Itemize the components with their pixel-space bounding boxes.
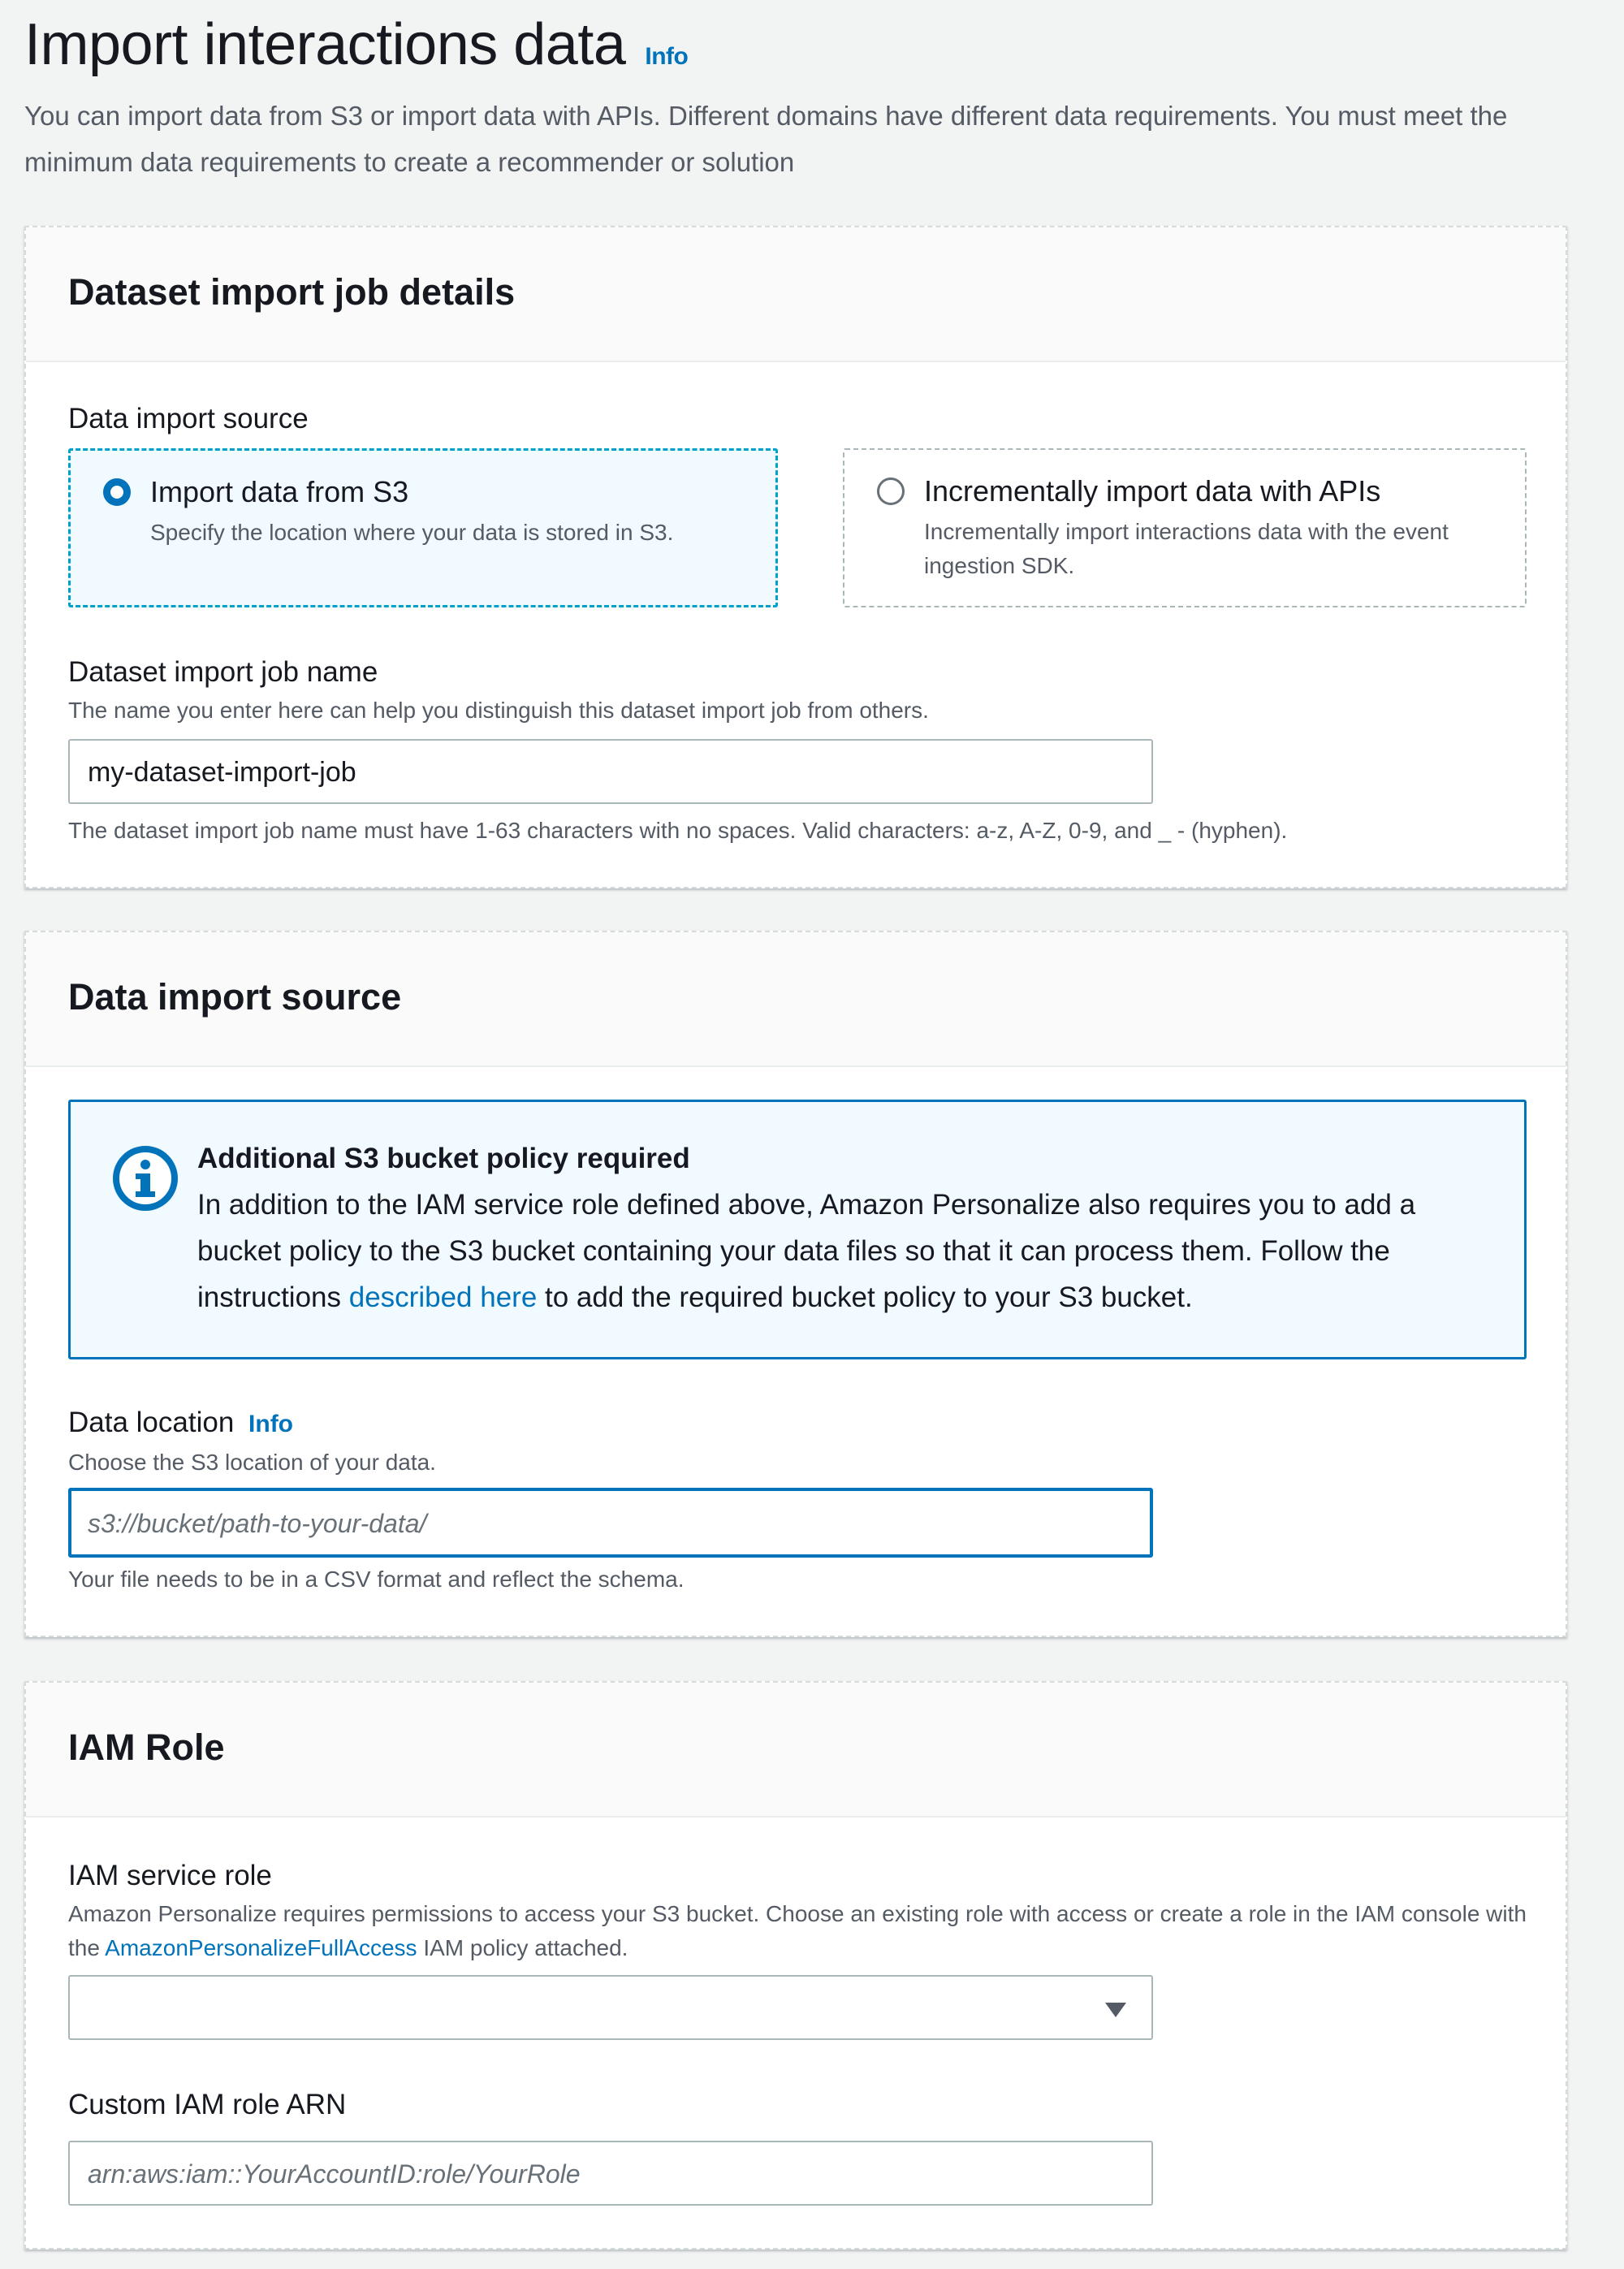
data-location-placeholder: s3://bucket/path-to-your-data/ — [88, 1509, 427, 1538]
data-location-label: Data location — [68, 1407, 235, 1438]
iam-role-title: IAM Role — [68, 1727, 225, 1768]
role-desc-text: Amazon Personalize requires permissions to access your S3 bucket. Choose an existing role with access or create a role in the IAM console with the — [68, 1901, 1527, 1960]
data-location-info-link[interactable]: Info — [248, 1411, 294, 1437]
job-details-header — [26, 227, 1566, 362]
iam-role-card — [24, 1681, 1567, 2250]
alert-body-text: In addition to the IAM service role defined above, Amazon Personalize also requires you to add a bucket policy to the S3 bucket containing your data files so that it can process them. Follow the instructions — [197, 1189, 1416, 1313]
import-source-card — [24, 931, 1567, 1637]
iam-role-header — [26, 1683, 1566, 1817]
option-incremental-api[interactable] — [843, 448, 1527, 607]
custom-arn-input[interactable] — [68, 2141, 1153, 2206]
iam-service-role-select[interactable] — [68, 1975, 1153, 2040]
title-info-link[interactable]: Info — [645, 43, 689, 70]
described-here-link[interactable]: described here — [348, 1281, 538, 1313]
page-title-text: Import interactions data — [24, 12, 626, 77]
data-location-description: Choose the S3 location of your data. — [68, 1450, 436, 1475]
job-name-description: The name you enter here can help you distinguish this dataset import job from others. — [68, 698, 929, 723]
option-incremental-api-title: Incrementally import data with APIs — [924, 474, 1381, 508]
job-details-card — [24, 226, 1567, 888]
job-name-label: Dataset import job name — [68, 656, 378, 688]
source-label: Data import source — [68, 403, 309, 434]
custom-arn-placeholder: arn:aws:iam::YourAccountID:role/YourRole — [88, 2159, 581, 2189]
data-location-label-row — [68, 1407, 293, 1439]
data-location-input[interactable] — [68, 1488, 1153, 1558]
alert-title: Additional S3 bucket policy required — [197, 1143, 690, 1174]
bucket-policy-alert — [68, 1100, 1527, 1359]
option-import-s3-desc: Specify the location where your data is stored in S3. — [150, 520, 674, 545]
data-location-hint: Your file needs to be in a CSV format and reflect the schema. — [68, 1567, 685, 1592]
source-options — [68, 448, 1527, 607]
caret-down-icon — [1103, 1998, 1129, 2022]
alert-body-text-end: to add the required bucket policy to your S3 bucket. — [537, 1281, 1193, 1313]
iam-service-role-label: IAM service role — [68, 1860, 272, 1891]
page-description: You can import data from S3 or import data with APIs. Different domains have different data requirements. You must meet the minimum data requirements to create a recommender or solution — [24, 101, 1508, 177]
option-import-s3[interactable] — [68, 448, 778, 607]
import-source-title: Data import source — [68, 976, 402, 1018]
radio-incremental-api[interactable] — [877, 478, 905, 505]
info-circle-icon — [111, 1144, 179, 1212]
job-name-value: my-dataset-import-job — [88, 757, 356, 788]
option-import-s3-title: Import data from S3 — [150, 475, 409, 508]
job-name-input[interactable] — [68, 739, 1153, 804]
custom-arn-label: Custom IAM role ARN — [68, 2089, 347, 2120]
job-details-title: Dataset import job details — [68, 271, 516, 313]
alert-body — [197, 1182, 1497, 1320]
role-desc-text-end: IAM policy attached. — [417, 1935, 628, 1960]
page-title — [24, 11, 688, 78]
radio-import-s3[interactable] — [103, 478, 131, 506]
import-source-header — [26, 932, 1566, 1067]
job-name-constraint: The dataset import job name must have 1-63 characters with no spaces. Valid characters: a-z, A-Z, 0-9, and _ - (hyphen). — [68, 818, 1288, 843]
full-access-policy-link[interactable]: AmazonPersonalizeFullAccess — [105, 1935, 417, 1960]
option-incremental-api-desc: Incrementally import interactions data with the event ingestion SDK. — [924, 519, 1449, 578]
iam-service-role-description — [68, 1897, 1554, 1965]
